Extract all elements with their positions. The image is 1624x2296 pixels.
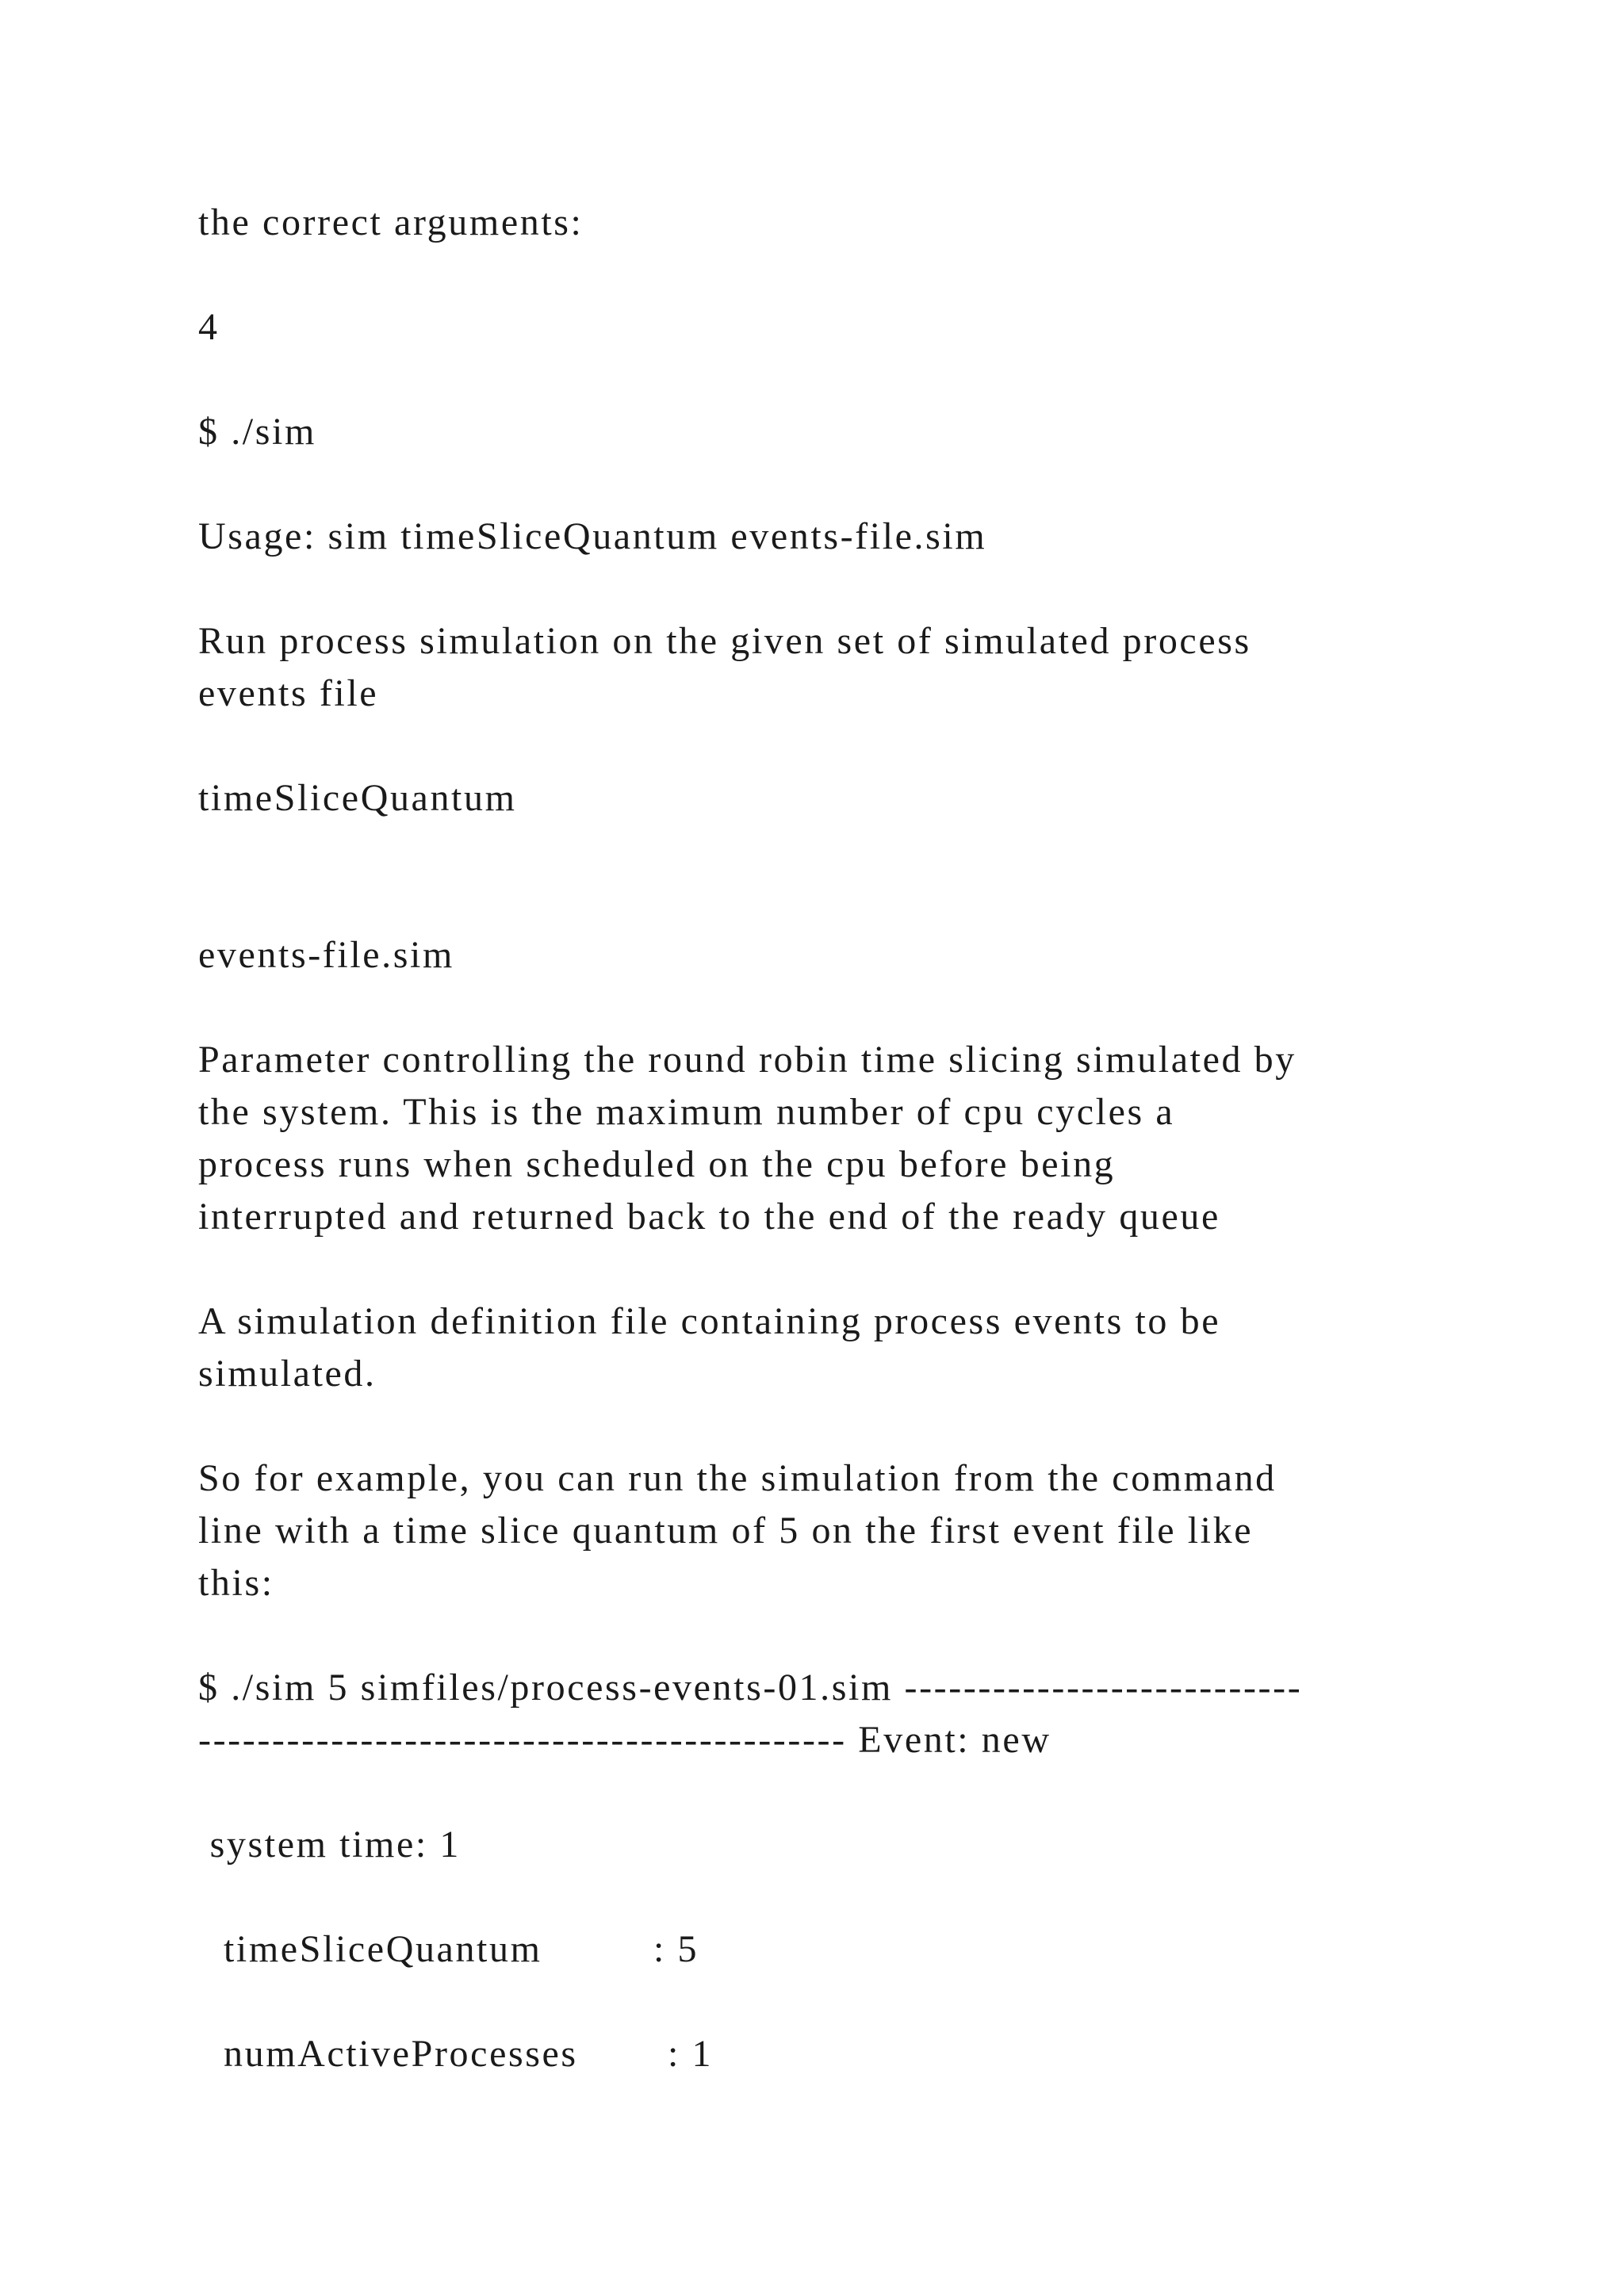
text-line: line with a time slice quantum of 5 on the first event file like [198,1510,1254,1552]
text-line: interrupted and returned back to the end of the ready queue [198,1196,1220,1238]
text-line: $ ./sim 5 simfiles/process-events-01.sim --------------------------- [198,1667,1303,1709]
field-value: : 1 [668,2033,714,2075]
text-line: this: [198,1562,274,1604]
text-line: simulated. [198,1353,377,1395]
text-line: events file [198,672,379,714]
text-line: system time: 1 [198,1823,461,1866]
text-line [224,1923,699,1976]
text-line: $ ./sim [198,411,316,453]
text-line: the correct arguments: [198,201,584,243]
text-line: the system. This is the maximum number of cpu cycles a [198,1091,1175,1133]
field-label: numActiveProcesses [224,2033,578,2075]
text-line [224,2028,713,2080]
text-line: process runs when scheduled on the cpu before being [198,1143,1116,1185]
text-line: Parameter controlling the round robin time slicing simulated by [198,1039,1297,1081]
text-line: events-file.sim [198,934,454,976]
text-line: So for example, you can run the simulation from the command [198,1457,1277,1499]
field-value: : 5 [653,1928,699,1970]
text-line: A simulation definition file containing process events to be [198,1300,1221,1342]
field-label: timeSliceQuantum [224,1928,542,1970]
text-line: Usage: sim timeSliceQuantum events-file.sim [198,515,987,557]
text-line: Run process simulation on the given set of simulated process [198,620,1251,662]
text-line: -------------------------------------------- Event: new [198,1719,1051,1761]
text-line: timeSliceQuantum [198,777,517,819]
text-line: 4 [198,306,220,348]
